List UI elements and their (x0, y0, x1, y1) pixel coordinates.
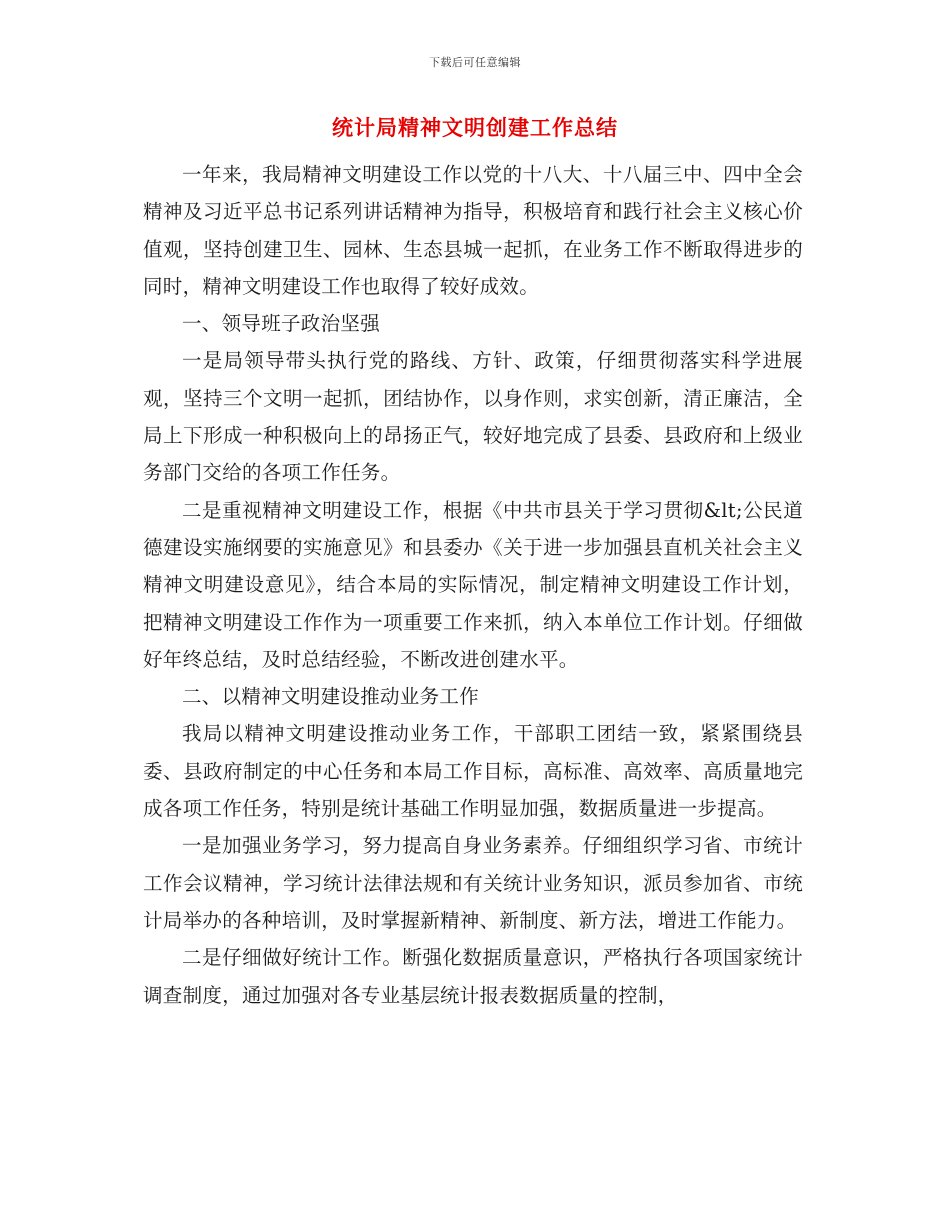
paragraph-intro: 一年来，我局精神文明建设工作以党的十八大、十八届三中、四中全会精神及习近平总书记系列讲话精神为指导，积极培育和践行社会主义核心价值观，坚持创建卫生、园林、生态县城一起抓，在业务工作不断取得进步的同时，精神文明建设工作也取得了较好成效。 (143, 163, 803, 298)
paragraph: 一是局领导带头执行党的路线、方针、政策，仔细贯彻落实科学进展观，坚持三个文明一起抓，团结协作，以身作则，求实创新，清正廉洁，全局上下形成一种积极向上的昂扬正气，较好地完成了县委、县政府和上级业务部门交给的各项工作任务。 (143, 349, 803, 485)
paragraph: 二是重视精神文明建设工作，根据《中共市县关于学习贯彻&lt;公民道德建设实施纲要的实施意见》和县委办《关于进一步加强县直机关社会主义精神文明建设意见》，结合本局的实际情况，制定精神文明建设工作计划，把精神文明建设工作作为一项重要工作来抓，纳入本单位工作计划。仔细做好年终总结，及时总结经验，不断改进创建水平。 (143, 498, 803, 671)
header-note: 下载后可任意编辑 (429, 56, 521, 69)
document-body (143, 156, 803, 1014)
section-heading-1: 一、领导班子政治坚强 (182, 312, 381, 336)
paragraph: 一是加强业务学习，努力提高自身业务素养。仔细组织学习省、市统计工作会议精神，学习统计法律法规和有关统计业务知识，派员参加省、市统计局举办的各种培训，及时掌握新精神、新制度、新方法，增进工作能力。 (143, 834, 803, 932)
document-title: 统计局精神文明创建工作总结 (332, 115, 618, 140)
paragraph: 二是仔细做好统计工作。断强化数据质量意识，严格执行各项国家统计调查制度，通过加强对各专业基层统计报表数据质量的控制， (143, 946, 803, 1007)
section-heading-2: 二、以精神文明建设推动业务工作 (182, 685, 480, 709)
paragraph: 我局以精神文明建设推动业务工作，干部职工团结一致，紧紧围绕县委、县政府制定的中心任务和本局工作目标，高标准、高效率、高质量地完成各项工作任务，特别是统计基础工作明显加强，数据质量进一步提高。 (143, 722, 803, 821)
